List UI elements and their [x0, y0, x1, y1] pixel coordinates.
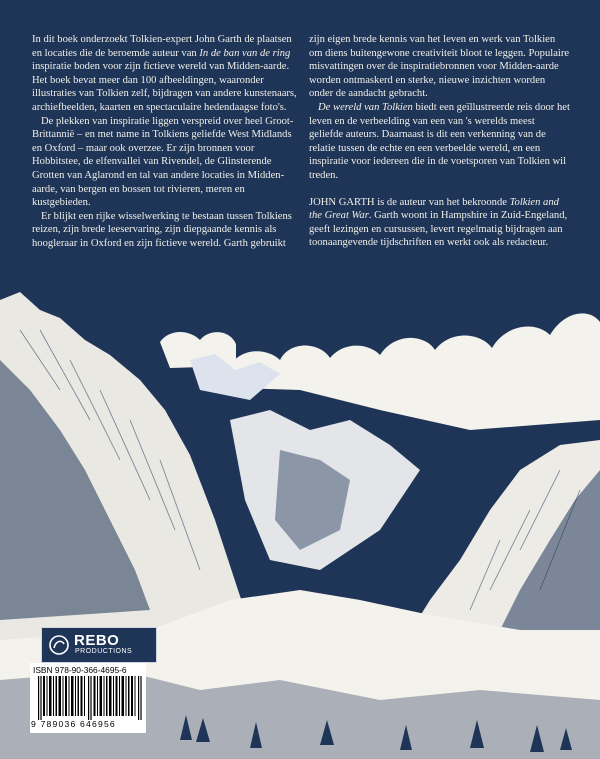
blurb-paragraph — [309, 101, 571, 183]
blurb-paragraph: De plekken van inspiratie liggen verspreid over heel Groot-Brittannië – en met name in Tolkiens geliefde West Midlands en Oxford – maar ook overzee. Er zijn bronnen voor Hobbitstee, de elfenvallei van Rivendel, de Glinsterende Grotten van Aglarond en tal van andere locaties in Midden-aarde, van bergen en bossen tot rivieren, meren en kustgebieden. — [32, 115, 294, 209]
isbn-label: ISBN 978-90-366-4695-6 — [33, 665, 127, 675]
publisher-name: REBO — [74, 632, 120, 649]
blurb-text: In dit boek onderzoekt Tolkien-expert John Garth de plaatsen en locaties die de beroemde auteur van — [32, 34, 292, 59]
publisher-logo — [41, 627, 157, 663]
blurb-left-column — [32, 33, 304, 251]
book-title-ref: De wereld van Tolkien — [318, 101, 413, 113]
blurb-text: JOHN GARTH is de auteur van het bekroonde — [309, 196, 510, 208]
book-title-ref: In de ban van de ring — [199, 47, 291, 59]
blurb-text: inspiratie boden voor zijn fictieve wereld van Midden-aarde. Het boek bevat meer dan 100 afbeeldingen, waaronder illustraties van Tolkien zelf, bijdragen van andere kunstenaars, archiefbeelden, kaarten en spectaculaire hedendaagse foto's. — [32, 61, 297, 113]
barcode-digits: 9 789036 646956 — [31, 719, 116, 729]
blurb-paragraph — [32, 33, 304, 115]
blurb-text: biedt een geïllustreerde reis door het leven en de verbeelding van een van 's werelds meest geliefde auteurs. Daarnaast is dit een verkenning van de relatie tussen de echte en een verbeelde wereld, en een inspiratie voor iedereen die in de voetsporen van Tolkien wil treden. — [309, 101, 570, 181]
blurb-right-column — [309, 33, 571, 250]
blurb-paragraph: Er blijkt een rijke wisselwerking te bestaan tussen Tolkiens reizen, zijn brede leeservaring, zijn diepgaande kennis als hoogleraar in Oxford en zijn fictieve wereld. Garth gebruikt — [32, 210, 292, 249]
publisher-mark-icon — [48, 634, 70, 656]
book-title-ref: Tolkien and the Great War — [309, 196, 559, 222]
publisher-sub: PRODUCTIONS — [75, 648, 133, 655]
barcode-bars — [38, 676, 142, 720]
author-bio — [309, 196, 571, 250]
blurb-paragraph: zijn eigen brede kennis van het leven en werk van Tolkien om diens buitengewone creativiteit bloot te leggen. Populaire misvattingen over de inspiratiebronnen voor Midden-aarde worden ontmaskerd en sterke, nieuwe inzichten worden onder de aandacht gebracht. — [309, 34, 570, 100]
isbn-barcode — [30, 663, 146, 733]
blurb-text: . Garth woont in Hampshire in Zuid-Engeland, geeft lezingen en cursussen, levert regelmatig bijdragen aan toonaangevende tijdschriften en werkt ook als redacteur. — [309, 210, 568, 249]
